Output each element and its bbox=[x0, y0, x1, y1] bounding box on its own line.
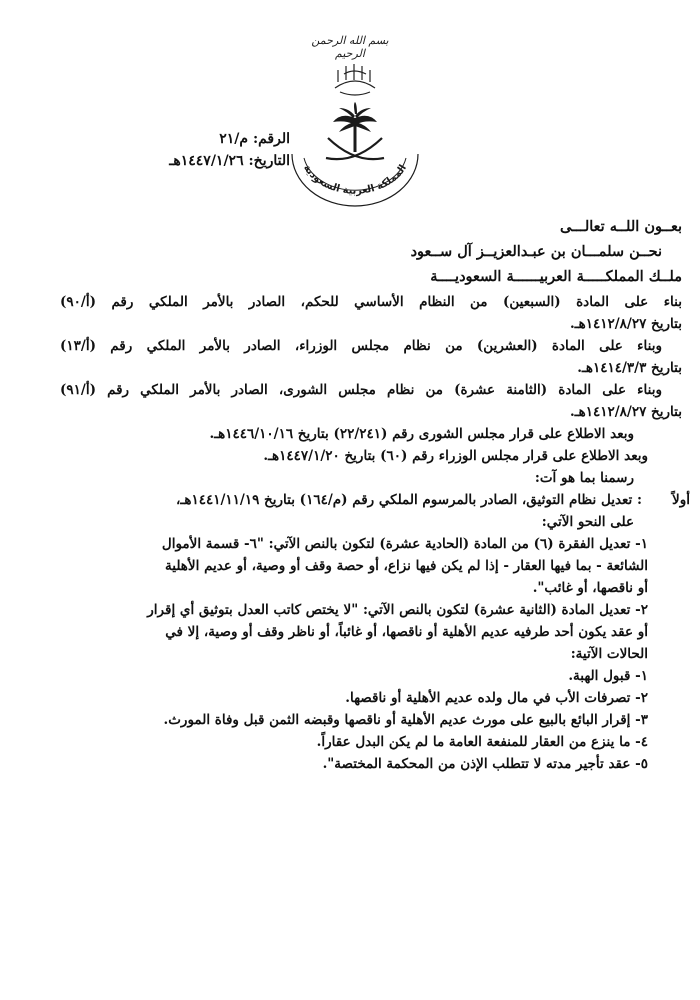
palm-tree-icon bbox=[333, 102, 377, 152]
saudi-emblem-seal bbox=[280, 58, 430, 218]
seal-kingdom-text: المملكة العربية السعودية bbox=[300, 162, 410, 197]
svg-text:المملكة العربية السعودية bbox=[301, 163, 409, 197]
preamble-1-line2: بتاريخ ١٤١٢/٨/٢٧هـ. bbox=[569, 316, 682, 332]
item-2-line2: أو عقد يكون أحد طرفيه عديم الأهلية أو ناقصها، أو غائباً، أو ناظر وقف أو وصية، إلا في bbox=[165, 624, 648, 640]
reference-block bbox=[150, 128, 290, 172]
preamble-1-line1: بناء على المادة (السبعين) من النظام الأساسي للحكم، الصادر بالأمر الملكي رقم (أ/٩٠) bbox=[60, 294, 682, 310]
decree-body bbox=[60, 216, 690, 775]
item-1-line2: الشائعة - بما فيها العقار - إذا لم يكن فيها نزاع، أو حصة وقف أو وصية، أو عديم الأهلية bbox=[165, 558, 648, 574]
clause-first-line1: : تعديل نظام التوثيق، الصادر بالمرسوم الملكي رقم (م/١٦٤) بتاريخ ١٤٤١/١١/١٩هـ، bbox=[176, 492, 642, 508]
clause-first-number: أولاً bbox=[672, 492, 690, 508]
preamble-2-line2: بتاريخ ١٤١٤/٣/٣هـ. bbox=[577, 360, 682, 376]
reference-number-row bbox=[150, 128, 290, 150]
item-1-line1: ١- تعديل الفقرة (٦) من المادة (الحادية عشرة) لتكون بالنص الآتي: "٦- قسمة الأموال bbox=[161, 536, 648, 552]
item-2-line3: الحالات الآتية: bbox=[570, 646, 648, 662]
review-shura: وبعد الاطلاع على قرار مجلس الشورى رقم (٢٢/٢٤١) بتاريخ ١٤٤٦/١٠/١٦هـ. bbox=[209, 426, 634, 442]
preamble-3-line1: وبناء على المادة (الثامنة عشرة) من نظام مجلس الشورى، الصادر بالأمر الملكي رقم (أ/٩١) bbox=[60, 382, 662, 398]
clause-first bbox=[60, 489, 690, 775]
kingdom-line: ملــك المملكـــــة العربيــــــة السعوديــــة bbox=[430, 268, 682, 285]
case-1: ١- قبول الهبة. bbox=[568, 668, 648, 684]
clause-first-line2: على النحو الآتي: bbox=[541, 514, 634, 530]
item-1-line3: أو ناقصها، أو غائب". bbox=[532, 580, 648, 596]
reference-date-row bbox=[150, 150, 290, 172]
clause-first-heading bbox=[60, 489, 690, 511]
number-value: م/٢١ bbox=[219, 131, 249, 147]
case-4: ٤- ما ينزع من العقار للمنفعة العامة ما لم يكن البدل عقاراً. bbox=[316, 734, 648, 750]
preamble-2-line1: وبناء على المادة (العشرين) من نظام مجلس الوزراء، الصادر بالأمر الملكي رقم (أ/١٣) bbox=[60, 338, 662, 354]
shahada-calligraphy bbox=[335, 64, 375, 95]
king-line: نحــن سلمـــان بن عبـدالعزيــز آل ســعود bbox=[410, 243, 662, 260]
date-value: ١٤٤٧/١/٢٦هـ bbox=[169, 153, 244, 169]
decree-line: رسمنا بما هو آت: bbox=[534, 470, 634, 486]
case-5: ٥- عقد تأجير مدته لا تتطلب الإذن من المحكمة المختصة". bbox=[322, 756, 648, 772]
greeting: بعــون اللــه تعالـــى bbox=[560, 218, 682, 235]
review-ministers: وبعد الاطلاع على قرار مجلس الوزراء رقم (٦٠) بتاريخ ١٤٤٧/١/٢٠هـ. bbox=[263, 448, 648, 464]
case-2: ٢- تصرفات الأب في مال ولده عديم الأهلية أو ناقصها. bbox=[345, 690, 648, 706]
date-label: التاريخ: bbox=[248, 153, 290, 169]
preamble-3-line2: بتاريخ ١٤١٢/٨/٢٧هـ. bbox=[569, 404, 682, 420]
item-2-line1: ٢- تعديل المادة (الثانية عشرة) لتكون بالنص الآتي: "لا يختص كاتب العدل بتوثيق أي إقرار bbox=[147, 602, 648, 618]
basmala: بسم الله الرحمن الرحيم bbox=[311, 34, 389, 60]
number-label: الرقم: bbox=[252, 131, 290, 147]
case-3: ٣- إقرار البائع بالبيع على مورث عديم الأهلية أو ناقصها وقبضه الثمن قبل وفاة المورث. bbox=[163, 712, 648, 728]
